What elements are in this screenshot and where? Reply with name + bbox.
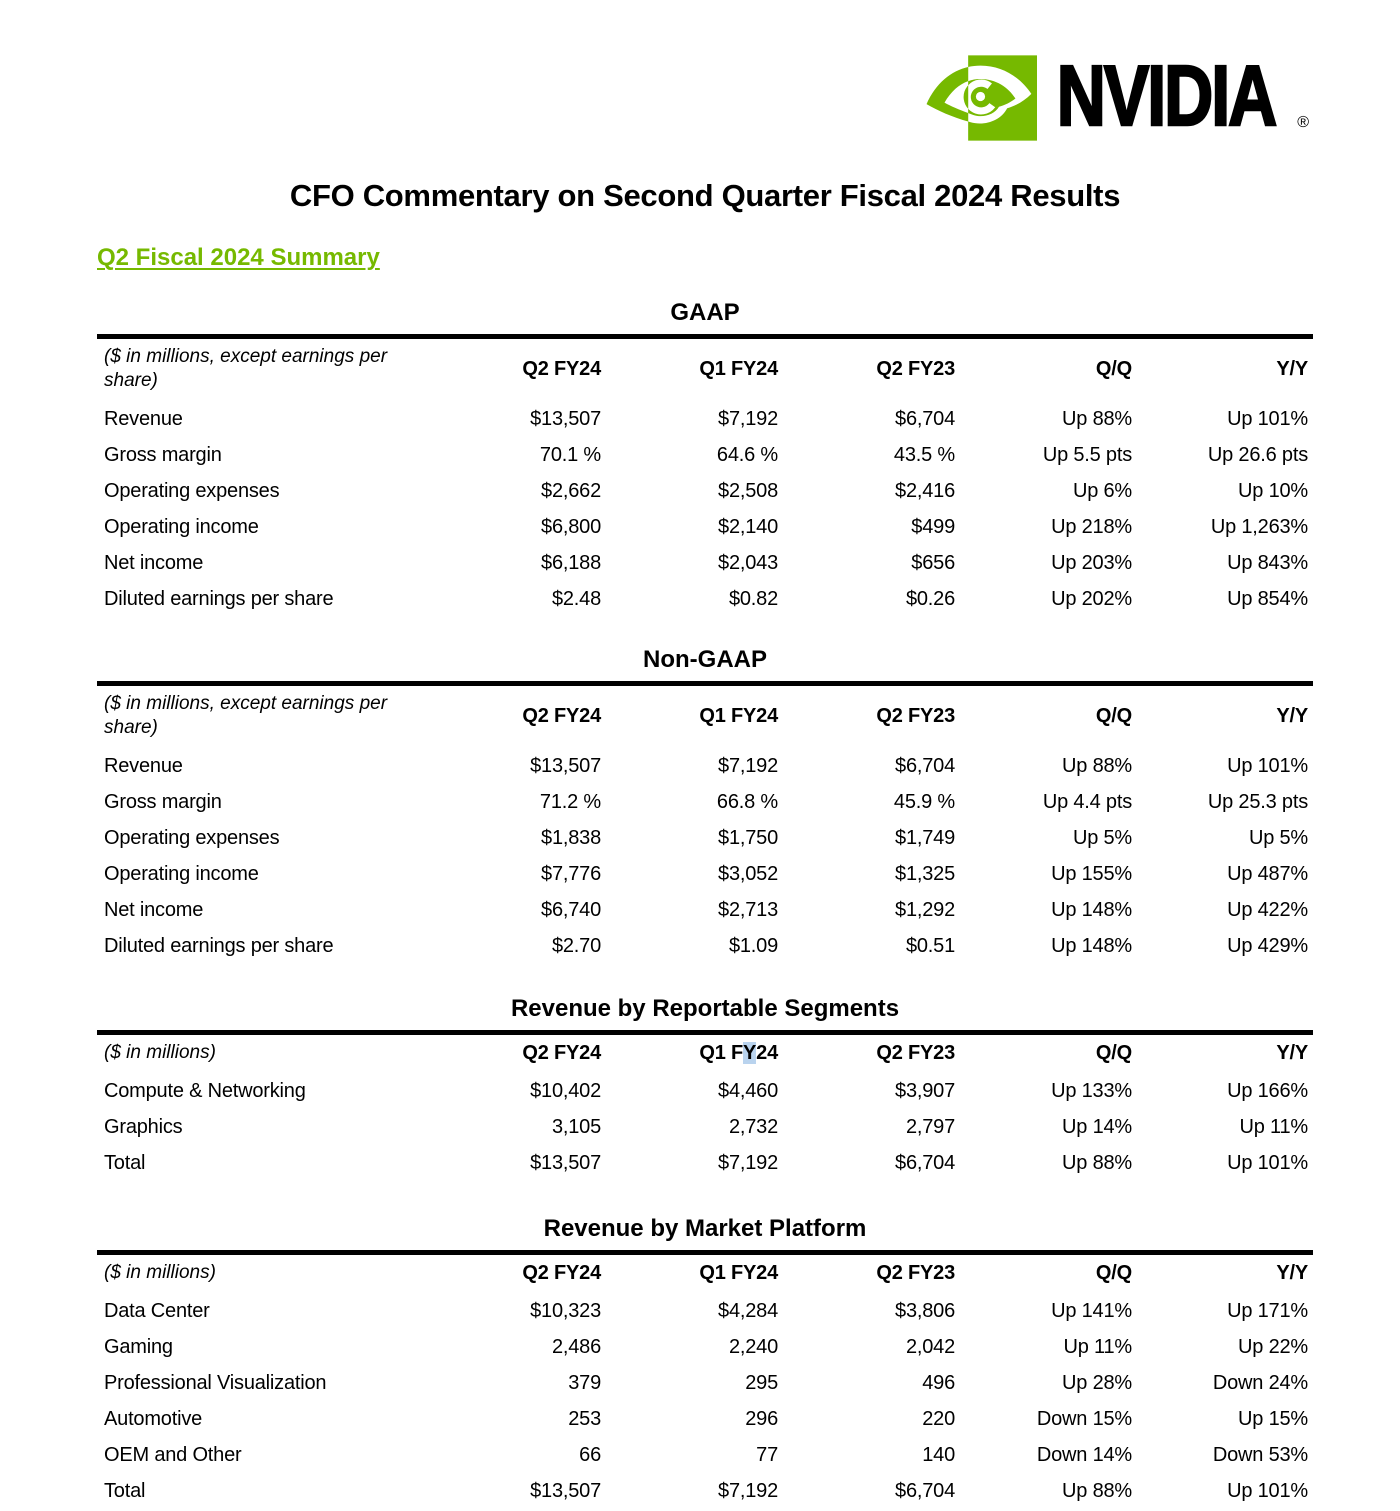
cell: $6,740 [541, 899, 601, 921]
col-header: Q2 FY23 [876, 1041, 955, 1064]
col-header: Q2 FY24 [522, 1261, 601, 1284]
cell: Down 15% [1036, 1408, 1132, 1430]
cell: 70.1 % [539, 444, 601, 466]
cell: 2,486 [551, 1336, 601, 1358]
market-platform-heading: Revenue by Market Platform [543, 1215, 867, 1242]
row-label: Net income [104, 552, 204, 574]
cell: $3,907 [895, 1080, 955, 1102]
table-row [97, 1437, 1313, 1473]
nvidia-wordmark: NVIDIA [1056, 48, 1276, 145]
col-header: Q2 FY23 [876, 704, 955, 727]
cell: $2,140 [718, 516, 778, 538]
header-row [97, 1033, 1313, 1074]
col-header: Q1 FY24 [699, 357, 778, 380]
cell: $3,052 [718, 863, 778, 885]
cell: Up 133% [1051, 1080, 1132, 1102]
row-label: Automotive [104, 1408, 203, 1430]
row-label: Operating income [104, 863, 259, 885]
cell: $656 [911, 552, 955, 574]
units-note: ($ in millions) [104, 1262, 216, 1283]
table-row [97, 581, 1313, 617]
cell: Up 141% [1051, 1300, 1132, 1322]
cell: Up 422% [1227, 899, 1308, 921]
gaap-heading: GAAP [670, 299, 740, 326]
cell: $2,508 [718, 480, 778, 502]
page-title: CFO Commentary on Second Quarter Fiscal 2024 Results [289, 178, 1121, 213]
cell: Up 148% [1051, 935, 1132, 957]
cell: $0.26 [905, 588, 955, 610]
nvidia-logo [925, 48, 1309, 145]
cell: $4,284 [718, 1300, 778, 1322]
cell: $0.51 [905, 935, 955, 957]
row-label: Data Center [104, 1300, 210, 1322]
cell: Up 218% [1051, 516, 1132, 538]
table-row [97, 401, 1313, 437]
cell: 43.5 % [893, 444, 955, 466]
cell: Up 155% [1051, 863, 1132, 885]
cell: $4,460 [718, 1080, 778, 1102]
non-gaap-heading: Non-GAAP [643, 646, 767, 673]
cell: Up 101% [1227, 408, 1308, 430]
cell: 71.2 % [539, 791, 601, 813]
cell: 220 [922, 1408, 955, 1430]
table-row [97, 1329, 1313, 1365]
cell: 45.9 % [893, 791, 955, 813]
col-header: Q1 FY24 [699, 1261, 778, 1284]
row-label: Total [104, 1152, 146, 1174]
cell: $0.82 [728, 588, 778, 610]
q2-summary-link[interactable]: Q2 Fiscal 2024 Summary [97, 244, 380, 271]
row-label: Net income [104, 899, 204, 921]
cell: $2,713 [718, 899, 778, 921]
row-label: Gross margin [104, 444, 222, 466]
cell: $6,704 [895, 755, 955, 777]
cell: Up 1,263% [1210, 516, 1308, 538]
cell: $1.09 [728, 935, 778, 957]
cell: $10,402 [530, 1080, 601, 1102]
cell: $499 [911, 516, 955, 538]
cell: $2,416 [895, 480, 955, 502]
cell: Up 14% [1062, 1116, 1132, 1138]
cell: $1,838 [541, 827, 601, 849]
col-header-text: Q1 F [699, 1041, 743, 1064]
cell: Up 203% [1051, 552, 1132, 574]
cell: Down 53% [1212, 1444, 1308, 1466]
section-revenue-by-market-platform [97, 1214, 1313, 1509]
col-header: Q/Q [1095, 1041, 1132, 1064]
cell: Up 88% [1062, 1152, 1132, 1174]
cell: Up 202% [1051, 588, 1132, 610]
table-row [97, 1401, 1313, 1437]
row-label: Operating expenses [104, 480, 280, 502]
cell: $1,292 [895, 899, 955, 921]
gaap-table [97, 334, 1313, 617]
cell: 66.8 % [716, 791, 778, 813]
cell: $3,806 [895, 1300, 955, 1322]
table-row [97, 748, 1313, 784]
cell: 2,797 [905, 1116, 955, 1138]
row-label: Operating expenses [104, 827, 280, 849]
units-note: ($ in millions, except earnings per share) [104, 346, 388, 391]
header-row [97, 337, 1313, 402]
col-header: Y/Y [1276, 1041, 1308, 1064]
row-label: Revenue [104, 755, 183, 777]
cell: Up 487% [1227, 863, 1308, 885]
row-label: Professional Visualization [104, 1372, 327, 1394]
cell: 496 [922, 1372, 955, 1394]
cell: 3,105 [551, 1116, 601, 1138]
table-row [97, 437, 1313, 473]
cell: $7,192 [718, 1480, 778, 1502]
section-revenue-by-reportable-segments [97, 994, 1313, 1181]
cell: Up 854% [1227, 588, 1308, 610]
table-row [97, 1293, 1313, 1329]
document-page [97, 0, 1313, 1509]
cell: 379 [568, 1372, 601, 1394]
cell: 2,732 [728, 1116, 778, 1138]
table-row [97, 1365, 1313, 1401]
cell: $7,192 [718, 408, 778, 430]
cell: $7,776 [541, 863, 601, 885]
cell: Up 22% [1238, 1336, 1308, 1358]
col-header: Y/Y [1276, 1261, 1308, 1284]
table-row [97, 509, 1313, 545]
cell: Up 28% [1062, 1372, 1132, 1394]
col-header: Q/Q [1095, 357, 1132, 380]
cell: 77 [756, 1444, 778, 1466]
cell: Up 10% [1238, 480, 1308, 502]
col-header: Q1 FY24 [699, 704, 778, 727]
row-label: Operating income [104, 516, 259, 538]
cell: $13,507 [530, 408, 601, 430]
cell: $13,507 [530, 1480, 601, 1502]
table-row [97, 1073, 1313, 1109]
nvidia-eye-icon [925, 55, 1037, 141]
cell: Up 4.4 pts [1042, 791, 1132, 813]
cell: Up 26.6 pts [1207, 444, 1308, 466]
cell: $6,704 [895, 408, 955, 430]
cell: Up 11% [1239, 1116, 1308, 1138]
link-row [97, 244, 1313, 272]
table-row [97, 784, 1313, 820]
header-row [97, 684, 1313, 749]
cell: $6,188 [541, 552, 601, 574]
market-platform-table [97, 1250, 1313, 1509]
col-header: Q2 FY24 [522, 357, 601, 380]
section-non-gaap [97, 645, 1313, 964]
cell: $6,704 [895, 1152, 955, 1174]
cell: 296 [745, 1408, 778, 1430]
section-gaap [97, 298, 1313, 617]
row-label: Graphics [104, 1116, 183, 1138]
cell: Up 88% [1062, 1480, 1132, 1502]
cell: 2,240 [728, 1336, 778, 1358]
cell: 140 [922, 1444, 955, 1466]
row-label: Gross margin [104, 791, 222, 813]
header-row [97, 1253, 1313, 1294]
row-label: Diluted earnings per share [104, 935, 334, 957]
cell: Up 11% [1063, 1336, 1132, 1358]
cell: Down 24% [1212, 1372, 1308, 1394]
cell: $13,507 [530, 1152, 601, 1174]
table-row [97, 928, 1313, 964]
cell: $2.70 [551, 935, 601, 957]
cell: Up 429% [1227, 935, 1308, 957]
cell: $13,507 [530, 755, 601, 777]
col-header: Q2 FY23 [876, 1261, 955, 1284]
cell: Up 171% [1227, 1300, 1308, 1322]
col-header: Q2 FY24 [522, 1041, 601, 1064]
units-note: ($ in millions) [104, 1042, 216, 1063]
col-header-with-selection [601, 1033, 778, 1074]
table-row [97, 892, 1313, 928]
cell: Up 25.3 pts [1207, 791, 1308, 813]
cell: Up 15% [1238, 1408, 1308, 1430]
cell: 253 [568, 1408, 601, 1430]
cell: Up 101% [1227, 755, 1308, 777]
row-label: OEM and Other [104, 1444, 242, 1466]
cell: Up 166% [1227, 1080, 1308, 1102]
cell: Up 5% [1248, 827, 1308, 849]
cell: $6,800 [541, 516, 601, 538]
cell: Up 88% [1062, 755, 1132, 777]
row-label: Diluted earnings per share [104, 588, 334, 610]
cell: $6,704 [895, 1480, 955, 1502]
col-header: Y/Y [1276, 357, 1308, 380]
col-header: Q/Q [1095, 1261, 1132, 1284]
table-row [97, 473, 1313, 509]
cell: $2.48 [551, 588, 601, 610]
cell: $2,662 [541, 480, 601, 502]
cell: Up 5.5 pts [1042, 444, 1132, 466]
table-row [97, 1145, 1313, 1181]
cell: Up 88% [1062, 408, 1132, 430]
units-note: ($ in millions, except earnings per share) [104, 693, 388, 738]
col-header-text: 24 [756, 1041, 778, 1064]
cell: 64.6 % [716, 444, 778, 466]
row-label: Compute & Networking [104, 1080, 306, 1102]
cell: $7,192 [718, 755, 778, 777]
cell: Up 148% [1051, 899, 1132, 921]
cell: Up 6% [1072, 480, 1132, 502]
table-row [97, 820, 1313, 856]
table-row [97, 545, 1313, 581]
cell: $7,192 [718, 1152, 778, 1174]
table-row [97, 1473, 1313, 1509]
cell: Up 5% [1072, 827, 1132, 849]
cell: 2,042 [905, 1336, 955, 1358]
table-row [97, 856, 1313, 892]
table-row [97, 1109, 1313, 1145]
cell: Down 14% [1036, 1444, 1132, 1466]
reportable-segments-heading: Revenue by Reportable Segments [510, 995, 900, 1022]
cell: $10,323 [530, 1300, 601, 1322]
logo-row [97, 0, 1313, 145]
cell: Up 101% [1227, 1152, 1308, 1174]
cell: 295 [745, 1372, 778, 1394]
registered-mark: ® [1297, 114, 1309, 131]
cell: 66 [579, 1444, 601, 1466]
col-header: Y/Y [1276, 704, 1308, 727]
cell: $1,750 [718, 827, 778, 849]
non-gaap-table [97, 681, 1313, 964]
row-label: Total [104, 1480, 146, 1502]
cell: $1,325 [895, 863, 955, 885]
col-header: Q/Q [1095, 704, 1132, 727]
cell: $2,043 [718, 552, 778, 574]
cell: Up 101% [1227, 1480, 1308, 1502]
col-header: Q2 FY24 [522, 704, 601, 727]
cell: Up 843% [1227, 552, 1308, 574]
reportable-segments-table [97, 1030, 1313, 1181]
row-label: Revenue [104, 408, 183, 430]
selected-text: Y [743, 1041, 757, 1064]
row-label: Gaming [104, 1336, 173, 1358]
cell: $1,749 [895, 827, 955, 849]
col-header: Q2 FY23 [876, 357, 955, 380]
